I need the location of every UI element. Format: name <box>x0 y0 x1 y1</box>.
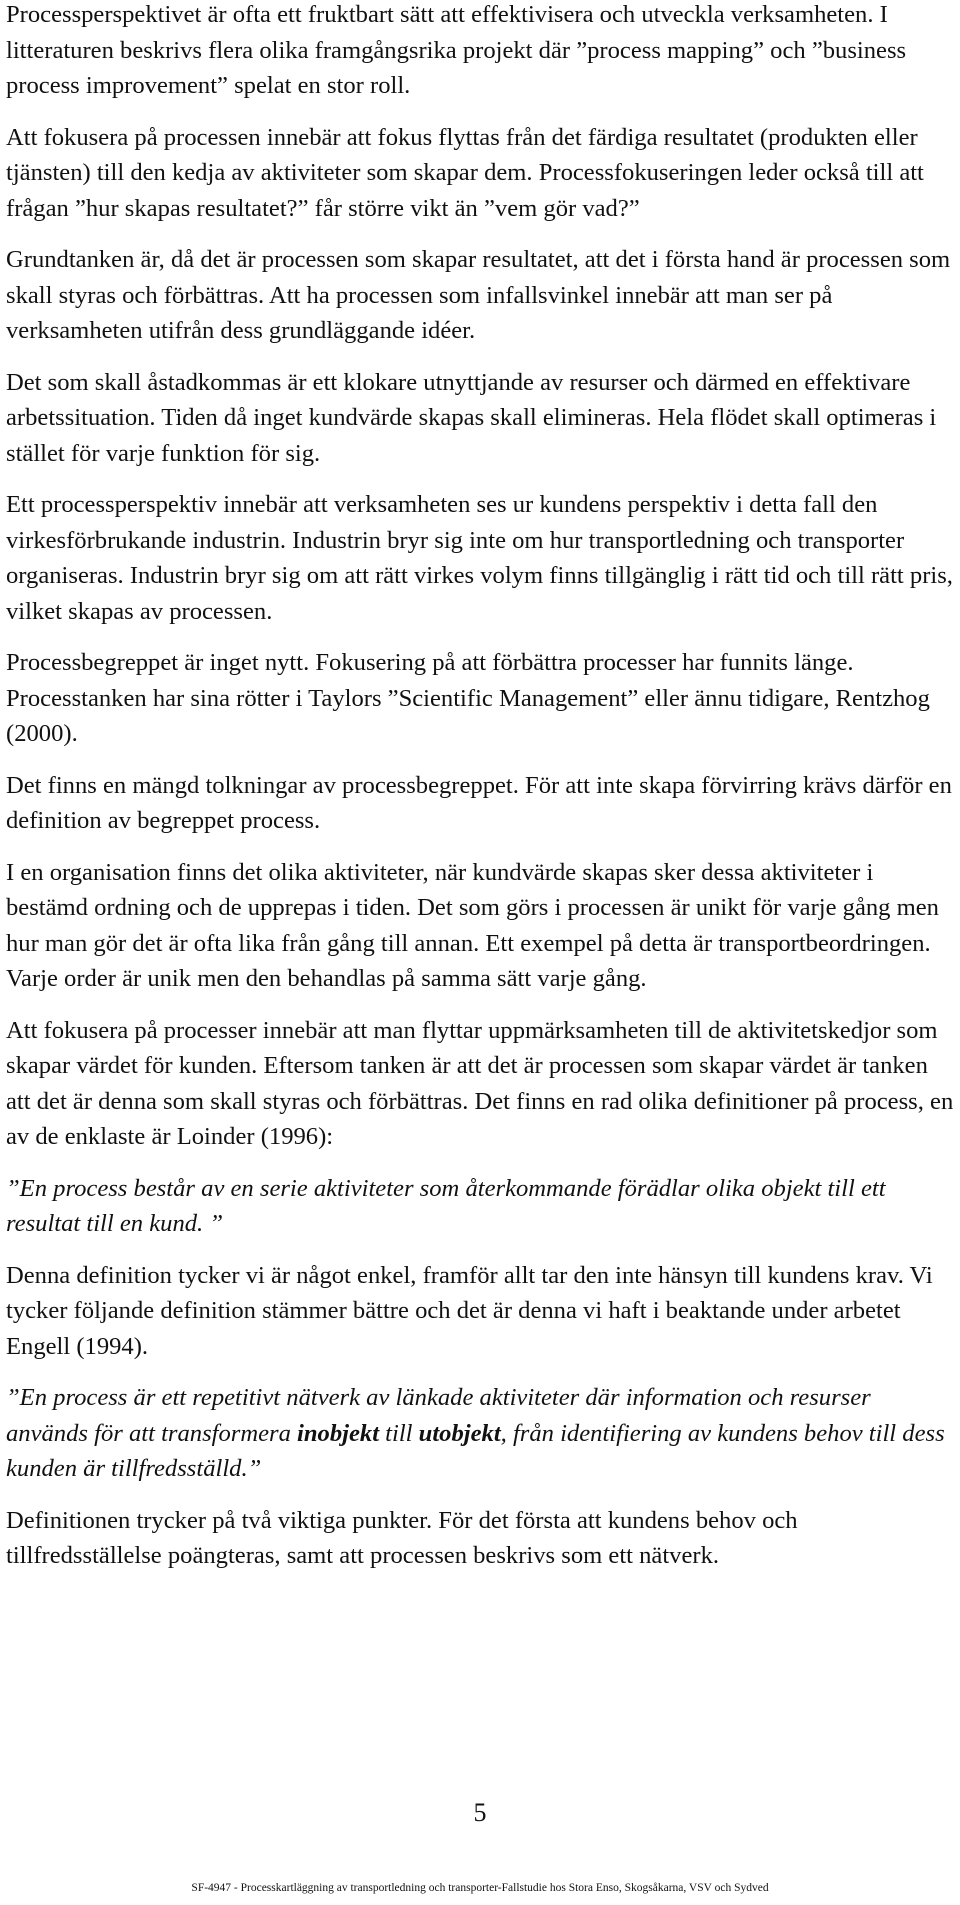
document-page <box>6 0 954 1590</box>
paragraph-activity-chains: Att fokusera på processer innebär att man flyttar uppmärksamheten till de aktivitetskedjor som skapar värdet för kunden. Eftersom tanken är att det är processen som skapar värdet är tanken att det är denna som skall styras och förbättras. Det finns en rad olika definitioner på process, en av de enklaste är Loinder (1996): <box>6 1016 954 1150</box>
quote-engell-part1: ”En process är ett repetitivt nätverk av länkade aktiviteter där information och resurser används för att transformera <box>6 1384 871 1447</box>
quote-loinder-definition: ”En process består av en serie aktiviteter som återkommande förädlar olika objekt till ett resultat till en kund. ” <box>6 1174 886 1237</box>
paragraph-interpretations: Det finns en mängd tolkningar av processbegreppet. För att inte skapa förvirring krävs därför en definition av begreppet process. <box>6 771 952 834</box>
paragraph-process-concept-history: Processbegreppet är inget nytt. Fokusering på att förbättra processer har funnits länge. Processtanken har sina rötter i Taylors ”Scientific Management” eller ännu tidigare, Rentzhog (2000). <box>6 649 930 747</box>
paragraph-organisation-activities: I en organisation finns det olika aktiviteter, när kundvärde skapas sker dessa aktiviteter i bestämd ordning och de upprepas i tiden. Det som görs i processen är unikt för varje gång men hur man gör det är ofta lika från gång till annan. Ett exempel på detta är transportbeordringen. Varje order är unik men den behandlas på samma sätt varje gång. <box>6 858 939 992</box>
quote-engell-definition <box>6 1380 954 1487</box>
quote-engell-inobjekt: inobjekt <box>297 1419 380 1447</box>
paragraph-focus-on-process: Att fokusera på processen innebär att fokus flyttas från det färdiga resultatet (produkten eller tjänsten) till den kedja av aktiviteter som skapar dem. Processfokuseringen leder också till att frågan ”hur skapas resultatet?” får större vikt än ”vem gör vad?” <box>6 123 924 222</box>
paragraph-goal: Det som skall åstadkommas är ett klokare utnyttjande av resurser och därmed en effektivare arbetssituation. Tiden då inget kundvärde skapas skall elimineras. Hela flödet skall optimeras i stället för varje funktion för sig. <box>6 368 937 467</box>
paragraph-basic-idea: Grundtanken är, då det är processen som skapar resultatet, att det i första hand är processen som skall styras och förbättras. Att ha processen som infallsvinkel innebär att man ser på verksamheten utifrån dess grundläggande idéer. <box>6 246 951 344</box>
paragraph-definition-critique: Denna definition tycker vi är något enkel, framför allt tar den inte hänsyn till kundens krav. Vi tycker följande definition stämmer bättre och det är denna vi haft i beaktande under arbetet Engell (1994). <box>6 1261 933 1360</box>
paragraph-customer-perspective: Ett processperspektiv innebär att verksamheten ses ur kundens perspektiv i detta fall den virkesförbrukande industrin. Industrin bryr sig inte om hur transportledning och transporter organiseras. Industrin bryr sig om att rätt virkes volym finns tillgänglig i rätt tid och till rätt pris, vilket skapas av processen. <box>6 491 953 625</box>
paragraph-definition-points: Definitionen trycker på två viktiga punkter. För det första att kundens behov och tillfredsställelse poängteras, samt att processen beskrivs som ett nätverk. <box>6 1506 798 1569</box>
quote-engell-utobjekt: utobjekt <box>418 1419 501 1447</box>
quote-engell-part2: till <box>379 1419 419 1447</box>
quote-engell-part3: , från identifiering av kundens behov till dess kunden är tillfredsställd.” <box>6 1419 945 1482</box>
page-footer: SF-4947 - Processkartläggning av transportledning och transporter-Fallstudie hos Stora Enso, Skogsåkarna, VSV och Sydved <box>191 1882 769 1894</box>
paragraph-process-perspective: Processperspektivet är ofta ett fruktbart sätt att effektivisera och utveckla verksamheten. I litteraturen beskrivs flera olika framgångsrika projekt där ”process mapping” och ”business process improvement” spelat en stor roll. <box>6 1 907 99</box>
page-number: 5 <box>473 1798 487 1827</box>
